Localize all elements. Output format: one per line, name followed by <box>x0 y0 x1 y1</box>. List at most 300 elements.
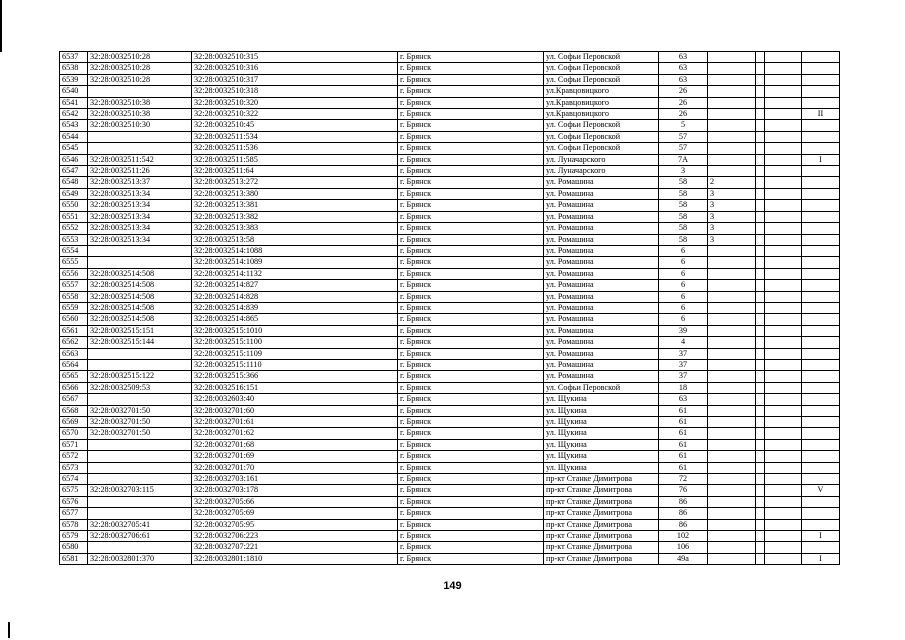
extra-field-4-cell <box>802 462 840 473</box>
street-cell: пр-кт Станке Димитрова <box>544 542 659 553</box>
street-cell: ул. Ромашина <box>544 371 659 382</box>
extra-field-2-cell <box>756 223 765 234</box>
scan-edge-mark <box>8 622 10 638</box>
city-cell: г. Брянск <box>398 97 544 108</box>
house-number-cell: 61 <box>659 451 708 462</box>
city-cell: г. Брянск <box>398 74 544 85</box>
cadastral-number-cell: 32:28:0032513:272 <box>192 177 398 188</box>
city-cell: г. Брянск <box>398 245 544 256</box>
extra-field-4-cell <box>802 496 840 507</box>
record-number-cell: 6561 <box>60 325 88 336</box>
extra-field-3-cell <box>765 485 802 496</box>
extra-field-4-cell <box>802 439 840 450</box>
extra-field-3-cell <box>765 291 802 302</box>
extra-field-1-cell: 3 <box>708 223 756 234</box>
extra-field-2-cell <box>756 371 765 382</box>
cadastral-number-cell: 32:28:0032801:1810 <box>192 553 398 564</box>
street-cell: ул.Кравцовицкого <box>544 109 659 120</box>
extra-field-1-cell <box>708 542 756 553</box>
house-number-cell: 6 <box>659 280 708 291</box>
house-number-cell: 61 <box>659 405 708 416</box>
cadastral-number-cell: 32:28:0032701:60 <box>192 405 398 416</box>
street-cell: пр-кт Станке Димитрова <box>544 496 659 507</box>
extra-field-4-cell <box>802 314 840 325</box>
extra-field-2-cell <box>756 131 765 142</box>
city-cell: г. Брянск <box>398 337 544 348</box>
extra-field-2-cell <box>756 508 765 519</box>
extra-field-3-cell <box>765 474 802 485</box>
table-row <box>60 462 840 473</box>
cadastral-number-cell: 32:28:0032707:221 <box>192 542 398 553</box>
extra-field-2-cell <box>756 291 765 302</box>
scan-edge-mark <box>0 0 2 52</box>
extra-field-3-cell <box>765 325 802 336</box>
table-row <box>60 291 840 302</box>
parent-cadastral-number-cell <box>88 245 192 256</box>
extra-field-1-cell: 3 <box>708 200 756 211</box>
cadastral-number-cell: 32:28:0032516:151 <box>192 382 398 393</box>
extra-field-1-cell <box>708 86 756 97</box>
parent-cadastral-number-cell: 32:28:0032706:61 <box>88 531 192 542</box>
house-number-cell: 58 <box>659 188 708 199</box>
house-number-cell: 58 <box>659 234 708 245</box>
extra-field-3-cell <box>765 371 802 382</box>
extra-field-3-cell <box>765 52 802 63</box>
extra-field-1-cell <box>708 508 756 519</box>
street-cell: ул. Ромашина <box>544 200 659 211</box>
table-row <box>60 474 840 485</box>
table-row <box>60 451 840 462</box>
extra-field-3-cell <box>765 200 802 211</box>
parent-cadastral-number-cell <box>88 394 192 405</box>
house-number-cell: 26 <box>659 97 708 108</box>
parent-cadastral-number-cell <box>88 496 192 507</box>
extra-field-1-cell <box>708 462 756 473</box>
parent-cadastral-number-cell <box>88 462 192 473</box>
street-cell: ул. Ромашина <box>544 314 659 325</box>
house-number-cell: 58 <box>659 200 708 211</box>
cadastral-number-cell: 32:28:0032510:322 <box>192 109 398 120</box>
house-number-cell: 86 <box>659 508 708 519</box>
extra-field-4-cell <box>802 74 840 85</box>
extra-field-3-cell <box>765 542 802 553</box>
table-row <box>60 542 840 553</box>
extra-field-1-cell <box>708 314 756 325</box>
parent-cadastral-number-cell <box>88 542 192 553</box>
street-cell: ул. Софьи Перовской <box>544 382 659 393</box>
street-cell: ул. Щукина <box>544 405 659 416</box>
parent-cadastral-number-cell: 32:28:0032513:34 <box>88 223 192 234</box>
extra-field-2-cell <box>756 52 765 63</box>
extra-field-3-cell <box>765 348 802 359</box>
extra-field-3-cell <box>765 63 802 74</box>
house-number-cell: 3 <box>659 166 708 177</box>
cadastral-number-cell: 32:28:0032705:95 <box>192 519 398 530</box>
cadastral-number-cell: 32:28:0032510:320 <box>192 97 398 108</box>
extra-field-3-cell <box>765 496 802 507</box>
extra-field-1-cell <box>708 120 756 131</box>
house-number-cell: 86 <box>659 519 708 530</box>
city-cell: г. Брянск <box>398 394 544 405</box>
table-row <box>60 553 840 564</box>
extra-field-4-cell <box>802 234 840 245</box>
parent-cadastral-number-cell <box>88 257 192 268</box>
cadastral-number-cell: 32:28:0032515:366 <box>192 371 398 382</box>
cadastral-number-cell: 32:28:0032511:534 <box>192 131 398 142</box>
extra-field-2-cell <box>756 177 765 188</box>
table-row <box>60 86 840 97</box>
house-number-cell: 86 <box>659 496 708 507</box>
extra-field-1-cell: 3 <box>708 188 756 199</box>
street-cell: пр-кт Станке Димитрова <box>544 508 659 519</box>
parent-cadastral-number-cell: 32:28:0032514:508 <box>88 291 192 302</box>
record-number-cell: 6551 <box>60 211 88 222</box>
record-number-cell: 6573 <box>60 462 88 473</box>
house-number-cell: 106 <box>659 542 708 553</box>
extra-field-4-cell <box>802 268 840 279</box>
house-number-cell: 63 <box>659 52 708 63</box>
extra-field-1-cell: 3 <box>708 211 756 222</box>
extra-field-4-cell <box>802 188 840 199</box>
city-cell: г. Брянск <box>398 131 544 142</box>
property-register-table <box>59 51 840 565</box>
house-number-cell: 39 <box>659 325 708 336</box>
extra-field-3-cell <box>765 451 802 462</box>
record-number-cell: 6576 <box>60 496 88 507</box>
record-number-cell: 6545 <box>60 143 88 154</box>
house-number-cell: 102 <box>659 531 708 542</box>
table-row <box>60 97 840 108</box>
record-number-cell: 6547 <box>60 166 88 177</box>
house-number-cell: 18 <box>659 382 708 393</box>
house-number-cell: 7А <box>659 154 708 165</box>
extra-field-4-cell <box>802 52 840 63</box>
extra-field-3-cell <box>765 177 802 188</box>
extra-field-4-cell <box>802 508 840 519</box>
record-number-cell: 6549 <box>60 188 88 199</box>
parent-cadastral-number-cell <box>88 86 192 97</box>
cadastral-number-cell: 32:28:0032515:1010 <box>192 325 398 336</box>
extra-field-4-cell <box>802 394 840 405</box>
parent-cadastral-number-cell <box>88 508 192 519</box>
cadastral-number-cell: 32:28:0032515:1109 <box>192 348 398 359</box>
house-number-cell: 6 <box>659 245 708 256</box>
extra-field-1-cell <box>708 325 756 336</box>
house-number-cell: 57 <box>659 131 708 142</box>
extra-field-4-cell <box>802 131 840 142</box>
house-number-cell: 63 <box>659 394 708 405</box>
street-cell: ул. Ромашина <box>544 359 659 370</box>
parent-cadastral-number-cell: 32:28:0032513:37 <box>88 177 192 188</box>
extra-field-1-cell <box>708 131 756 142</box>
table-row <box>60 188 840 199</box>
extra-field-1-cell <box>708 428 756 439</box>
record-number-cell: 6577 <box>60 508 88 519</box>
cadastral-number-cell: 32:28:0032510:317 <box>192 74 398 85</box>
cadastral-number-cell: 32:28:0032515:1100 <box>192 337 398 348</box>
street-cell: ул. Ромашина <box>544 257 659 268</box>
table-row <box>60 439 840 450</box>
extra-field-3-cell <box>765 120 802 131</box>
cadastral-number-cell: 32:28:0032513:58 <box>192 234 398 245</box>
extra-field-4-cell: I <box>802 154 840 165</box>
record-number-cell: 6560 <box>60 314 88 325</box>
table-row <box>60 74 840 85</box>
extra-field-1-cell <box>708 245 756 256</box>
record-number-cell: 6565 <box>60 371 88 382</box>
table-row <box>60 63 840 74</box>
extra-field-1-cell <box>708 439 756 450</box>
extra-field-4-cell <box>802 223 840 234</box>
extra-field-3-cell <box>765 188 802 199</box>
record-number-cell: 6566 <box>60 382 88 393</box>
house-number-cell: 57 <box>659 143 708 154</box>
city-cell: г. Брянск <box>398 348 544 359</box>
record-number-cell: 6571 <box>60 439 88 450</box>
extra-field-3-cell <box>765 553 802 564</box>
house-number-cell: 58 <box>659 177 708 188</box>
extra-field-3-cell <box>765 268 802 279</box>
house-number-cell: 5 <box>659 120 708 131</box>
record-number-cell: 6579 <box>60 531 88 542</box>
parent-cadastral-number-cell: 32:28:0032515:144 <box>88 337 192 348</box>
record-number-cell: 6568 <box>60 405 88 416</box>
extra-field-1-cell <box>708 371 756 382</box>
parent-cadastral-number-cell: 32:28:0032511:26 <box>88 166 192 177</box>
house-number-cell: 61 <box>659 462 708 473</box>
extra-field-4-cell <box>802 291 840 302</box>
street-cell: пр-кт Станке Димитрова <box>544 519 659 530</box>
extra-field-1-cell <box>708 280 756 291</box>
extra-field-1-cell <box>708 553 756 564</box>
extra-field-1-cell <box>708 74 756 85</box>
street-cell: ул. Ромашина <box>544 348 659 359</box>
city-cell: г. Брянск <box>398 109 544 120</box>
cadastral-number-cell: 32:28:0032701:70 <box>192 462 398 473</box>
extra-field-4-cell <box>802 245 840 256</box>
city-cell: г. Брянск <box>398 474 544 485</box>
extra-field-4-cell <box>802 257 840 268</box>
extra-field-4-cell <box>802 337 840 348</box>
parent-cadastral-number-cell: 32:28:0032514:508 <box>88 280 192 291</box>
record-number-cell: 6544 <box>60 131 88 142</box>
parent-cadastral-number-cell <box>88 348 192 359</box>
parent-cadastral-number-cell: 32:28:0032515:151 <box>88 325 192 336</box>
extra-field-4-cell: V <box>802 485 840 496</box>
parent-cadastral-number-cell: 32:28:0032513:34 <box>88 234 192 245</box>
city-cell: г. Брянск <box>398 234 544 245</box>
table-row <box>60 325 840 336</box>
record-number-cell: 6542 <box>60 109 88 120</box>
extra-field-2-cell <box>756 97 765 108</box>
street-cell: ул. Луначарского <box>544 166 659 177</box>
house-number-cell: 6 <box>659 291 708 302</box>
cadastral-number-cell: 32:28:0032510:315 <box>192 52 398 63</box>
extra-field-1-cell <box>708 417 756 428</box>
parent-cadastral-number-cell: 32:28:0032511:542 <box>88 154 192 165</box>
cadastral-number-cell: 32:28:0032513:382 <box>192 211 398 222</box>
record-number-cell: 6575 <box>60 485 88 496</box>
parent-cadastral-number-cell: 32:28:0032515:122 <box>88 371 192 382</box>
record-number-cell: 6559 <box>60 302 88 313</box>
extra-field-3-cell <box>765 508 802 519</box>
extra-field-4-cell <box>802 325 840 336</box>
cadastral-number-cell: 32:28:0032703:178 <box>192 485 398 496</box>
extra-field-3-cell <box>765 359 802 370</box>
table-row <box>60 109 840 120</box>
extra-field-2-cell <box>756 394 765 405</box>
cadastral-number-cell: 32:28:0032510:318 <box>192 86 398 97</box>
record-number-cell: 6538 <box>60 63 88 74</box>
street-cell: пр-кт Станке Димитрова <box>544 553 659 564</box>
street-cell: ул. Щукина <box>544 462 659 473</box>
street-cell: ул. Щукина <box>544 451 659 462</box>
city-cell: г. Брянск <box>398 553 544 564</box>
extra-field-4-cell <box>802 451 840 462</box>
extra-field-2-cell <box>756 451 765 462</box>
street-cell: ул. Ромашина <box>544 177 659 188</box>
extra-field-2-cell <box>756 428 765 439</box>
parent-cadastral-number-cell <box>88 131 192 142</box>
extra-field-2-cell <box>756 531 765 542</box>
extra-field-1-cell <box>708 496 756 507</box>
street-cell: ул. Софьи Перовской <box>544 131 659 142</box>
cadastral-number-cell: 32:28:0032603:40 <box>192 394 398 405</box>
house-number-cell: 26 <box>659 86 708 97</box>
extra-field-3-cell <box>765 462 802 473</box>
house-number-cell: 4 <box>659 337 708 348</box>
extra-field-2-cell <box>756 245 765 256</box>
extra-field-4-cell <box>802 63 840 74</box>
street-cell: ул. Софьи Перовской <box>544 120 659 131</box>
street-cell: ул. Луначарского <box>544 154 659 165</box>
record-number-cell: 6569 <box>60 417 88 428</box>
table-row <box>60 519 840 530</box>
extra-field-3-cell <box>765 405 802 416</box>
city-cell: г. Брянск <box>398 325 544 336</box>
extra-field-4-cell <box>802 417 840 428</box>
table-row <box>60 154 840 165</box>
table-row <box>60 268 840 279</box>
city-cell: г. Брянск <box>398 382 544 393</box>
extra-field-1-cell <box>708 166 756 177</box>
record-number-cell: 6552 <box>60 223 88 234</box>
city-cell: г. Брянск <box>398 428 544 439</box>
extra-field-3-cell <box>765 257 802 268</box>
table-row <box>60 348 840 359</box>
extra-field-4-cell <box>802 428 840 439</box>
extra-field-3-cell <box>765 166 802 177</box>
extra-field-2-cell <box>756 211 765 222</box>
cadastral-number-cell: 32:28:0032514:827 <box>192 280 398 291</box>
record-number-cell: 6578 <box>60 519 88 530</box>
record-number-cell: 6554 <box>60 245 88 256</box>
city-cell: г. Брянск <box>398 359 544 370</box>
parent-cadastral-number-cell: 32:28:0032509:53 <box>88 382 192 393</box>
cadastral-number-cell: 32:28:0032511:585 <box>192 154 398 165</box>
cadastral-number-cell: 32:28:0032701:69 <box>192 451 398 462</box>
extra-field-1-cell <box>708 359 756 370</box>
record-number-cell: 6572 <box>60 451 88 462</box>
cadastral-number-cell: 32:28:0032513:383 <box>192 223 398 234</box>
extra-field-4-cell <box>802 519 840 530</box>
extra-field-1-cell <box>708 63 756 74</box>
parent-cadastral-number-cell: 32:28:0032514:508 <box>88 268 192 279</box>
record-number-cell: 6546 <box>60 154 88 165</box>
table-row <box>60 428 840 439</box>
extra-field-3-cell <box>765 382 802 393</box>
cadastral-number-cell: 32:28:0032514:839 <box>192 302 398 313</box>
extra-field-3-cell <box>765 314 802 325</box>
city-cell: г. Брянск <box>398 280 544 291</box>
extra-field-1-cell <box>708 394 756 405</box>
extra-field-2-cell <box>756 462 765 473</box>
city-cell: г. Брянск <box>398 211 544 222</box>
extra-field-4-cell <box>802 302 840 313</box>
cadastral-number-cell: 32:28:0032705:69 <box>192 508 398 519</box>
house-number-cell: 26 <box>659 109 708 120</box>
extra-field-3-cell <box>765 417 802 428</box>
table-row <box>60 485 840 496</box>
extra-field-2-cell <box>756 417 765 428</box>
record-number-cell: 6540 <box>60 86 88 97</box>
extra-field-3-cell <box>765 211 802 222</box>
street-cell: пр-кт Станке Димитрова <box>544 485 659 496</box>
extra-field-2-cell <box>756 337 765 348</box>
table-row <box>60 508 840 519</box>
parent-cadastral-number-cell: 32:28:0032513:34 <box>88 188 192 199</box>
street-cell: ул. Софьи Перовской <box>544 63 659 74</box>
parent-cadastral-number-cell: 32:28:0032510:28 <box>88 74 192 85</box>
extra-field-2-cell <box>756 109 765 120</box>
extra-field-3-cell <box>765 337 802 348</box>
city-cell: г. Брянск <box>398 451 544 462</box>
extra-field-1-cell <box>708 348 756 359</box>
street-cell: ул. Ромашина <box>544 291 659 302</box>
street-cell: ул. Ромашина <box>544 268 659 279</box>
parent-cadastral-number-cell: 32:28:0032701:50 <box>88 405 192 416</box>
table-row <box>60 531 840 542</box>
city-cell: г. Брянск <box>398 120 544 131</box>
parent-cadastral-number-cell: 32:28:0032701:50 <box>88 428 192 439</box>
extra-field-1-cell <box>708 97 756 108</box>
extra-field-1-cell <box>708 302 756 313</box>
cadastral-number-cell: 32:28:0032703:161 <box>192 474 398 485</box>
table-row <box>60 177 840 188</box>
extra-field-3-cell <box>765 394 802 405</box>
extra-field-4-cell <box>802 177 840 188</box>
cadastral-number-cell: 32:28:0032706:223 <box>192 531 398 542</box>
cadastral-number-cell: 32:28:0032510:45 <box>192 120 398 131</box>
extra-field-2-cell <box>756 74 765 85</box>
extra-field-1-cell: 3 <box>708 234 756 245</box>
extra-field-3-cell <box>765 223 802 234</box>
extra-field-2-cell <box>756 405 765 416</box>
record-number-cell: 6539 <box>60 74 88 85</box>
extra-field-1-cell <box>708 109 756 120</box>
extra-field-1-cell <box>708 154 756 165</box>
city-cell: г. Брянск <box>398 257 544 268</box>
city-cell: г. Брянск <box>398 314 544 325</box>
table-row <box>60 314 840 325</box>
street-cell: ул. Ромашина <box>544 325 659 336</box>
extra-field-1-cell <box>708 268 756 279</box>
table-row <box>60 382 840 393</box>
city-cell: г. Брянск <box>398 166 544 177</box>
table-row <box>60 417 840 428</box>
city-cell: г. Брянск <box>398 291 544 302</box>
extra-field-2-cell <box>756 188 765 199</box>
